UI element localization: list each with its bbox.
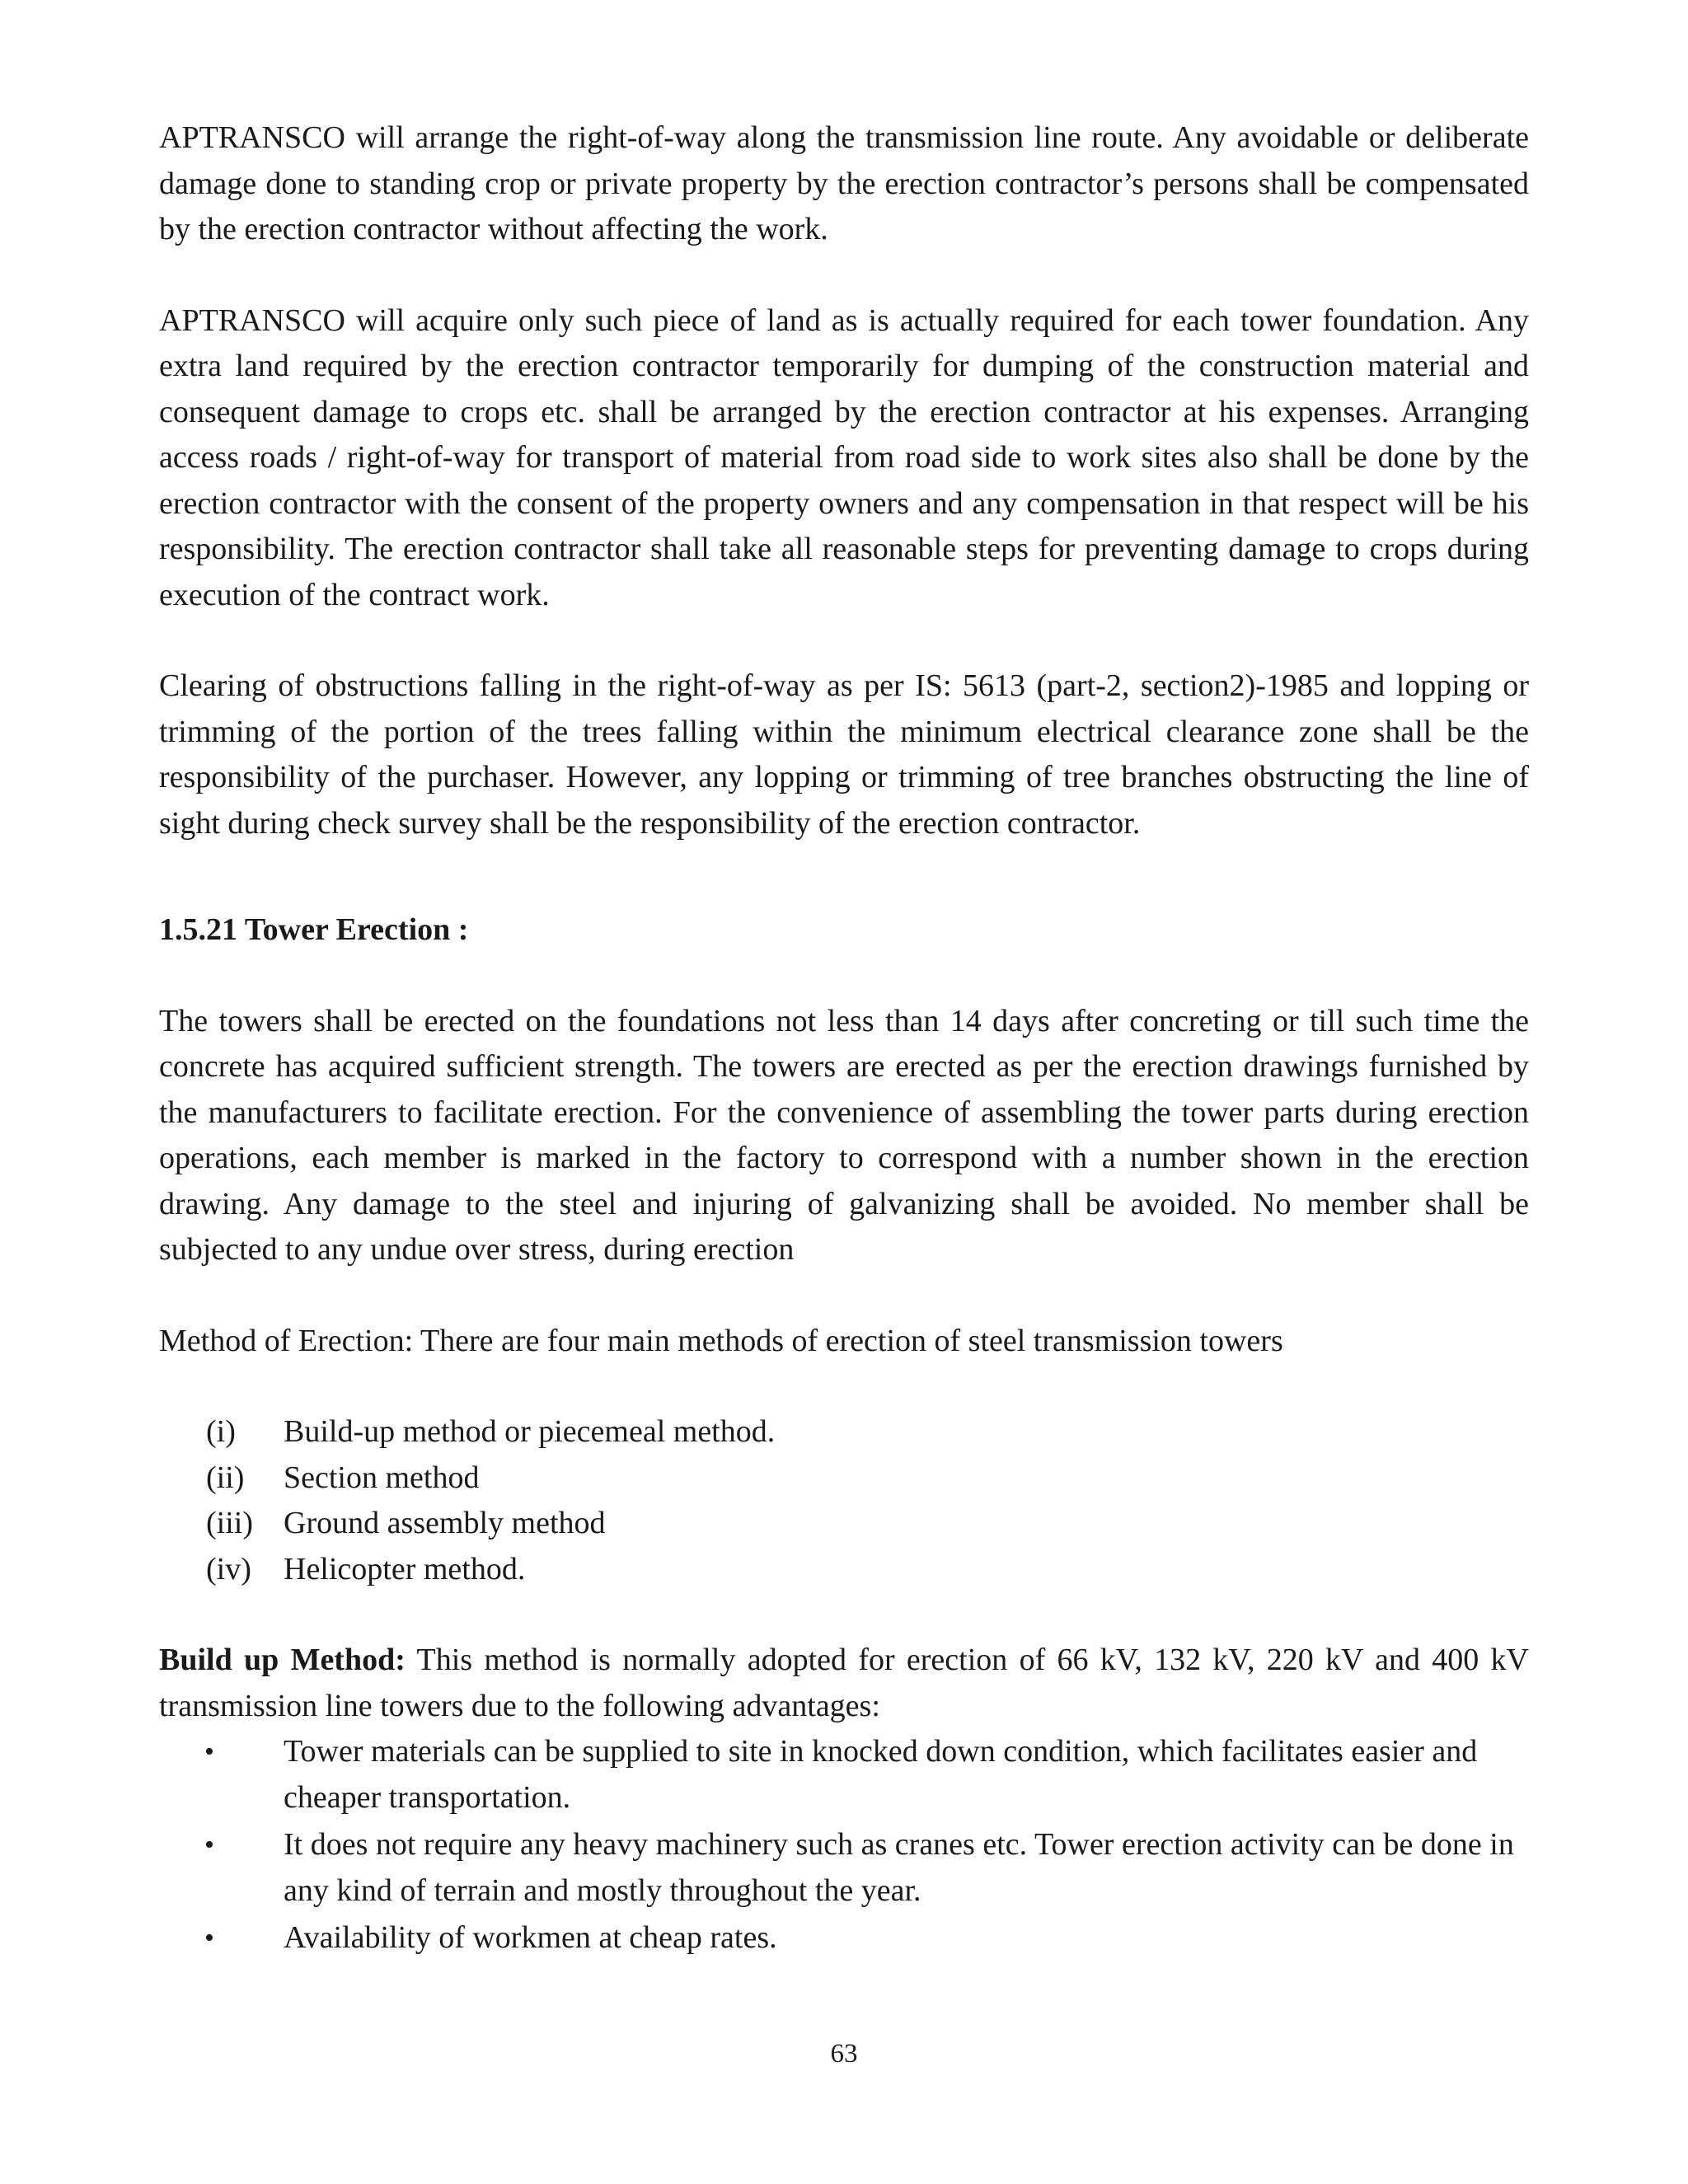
document-page — [159, 115, 1529, 1963]
list-item-number: (iii) — [206, 1506, 253, 1540]
paragraph-land-acquisition: APTRANSCO will acquire only such piece of land as is actually required for each tower foundation. Any extra land required by the erection contractor temporarily for dumping of the construction material and consequent damage to crops etc. shall be arranged by the erection contractor at his expenses. Arranging access roads / right-of-way for transport of material from road side to work sites also shall be done by the erection contractor with the consent of the property owners and any compensation in that respect will be his responsibility. The erection contractor shall take all reasonable steps for preventing damage to crops during execution of the contract work. — [159, 302, 1529, 612]
bullet-icon: • — [204, 1736, 214, 1767]
advantages-list — [159, 1729, 1529, 1961]
build-up-method-label: Build up Method: — [159, 1643, 406, 1677]
list-item-text: Section method — [284, 1460, 480, 1495]
list-item-number: (ii) — [206, 1460, 245, 1495]
paragraph-methods-intro: Method of Erection: There are four main methods of erection of steel transmission towers — [159, 1323, 1283, 1358]
list-item-text: Availability of workmen at cheap rates. — [284, 1920, 777, 1955]
list-item-text: Ground assembly method — [284, 1506, 606, 1540]
bullet-icon: • — [204, 1830, 214, 1860]
methods-list — [159, 1409, 1529, 1592]
list-item-number: (iv) — [206, 1551, 251, 1586]
list-item — [159, 1409, 1529, 1455]
list-item — [159, 1501, 1529, 1547]
list-item — [159, 1822, 1529, 1914]
list-item-text: Build-up method or piecemeal method. — [284, 1414, 776, 1449]
page-number: 63 — [830, 2039, 858, 2069]
paragraph-right-of-way: APTRANSCO will arrange the right-of-way along the transmission line route. Any avoidable or deliberate damage done to standing crop or private property by the erection contractor’s persons shall be compensated by the erection contractor without affecting the work. — [159, 120, 1529, 246]
list-item-text: Tower materials can be supplied to site in knocked down condition, which facilitates easier and cheaper transportation. — [284, 1734, 1478, 1815]
paragraph-clearing-obstructions: Clearing of obstructions falling in the right-of-way as per IS: 5613 (part-2, section2)-1985 and lopping or trimming of the portion of the trees falling within the minimum electrical clearance zone shall be the responsibility of the purchaser. However, any lopping or trimming of tree branches obstructing the line of sight during check survey shall be the responsibility of the erection contractor. — [159, 668, 1529, 841]
paragraph-build-up-method — [159, 1638, 1529, 1729]
build-up-method-text: This method is normally adopted for erection of 66 kV, 132 kV, 220 kV and 400 kV transmission line towers due to the following advantages: — [159, 1643, 1529, 1723]
section-heading-tower-erection: 1.5.21 Tower Erection : — [159, 912, 469, 947]
paragraph-tower-erection: The towers shall be erected on the foundations not less than 14 days after concreting or till such time the concrete has acquired sufficient strength. The towers are erected as per the erection drawings furnished by the manufacturers to facilitate erection. For the convenience of assembling the tower parts during erection operations, each member is marked in the factory to correspond with a number shown in the erection drawing. Any damage to the steel and injuring of galvanizing shall be avoided. No member shall be subjected to any undue over stress, during erection — [159, 1003, 1529, 1267]
list-item-text: Helicopter method. — [284, 1551, 526, 1586]
list-item — [159, 1729, 1529, 1821]
list-item — [159, 1455, 1529, 1502]
list-item-number: (i) — [206, 1414, 236, 1449]
bullet-icon: • — [204, 1923, 214, 1953]
list-item — [159, 1915, 1529, 1961]
list-item-text: It does not require any heavy machinery such as cranes etc. Tower erection activity can be done in any kind of terrain and mostly throughout the year. — [284, 1827, 1514, 1908]
list-item — [159, 1547, 1529, 1593]
